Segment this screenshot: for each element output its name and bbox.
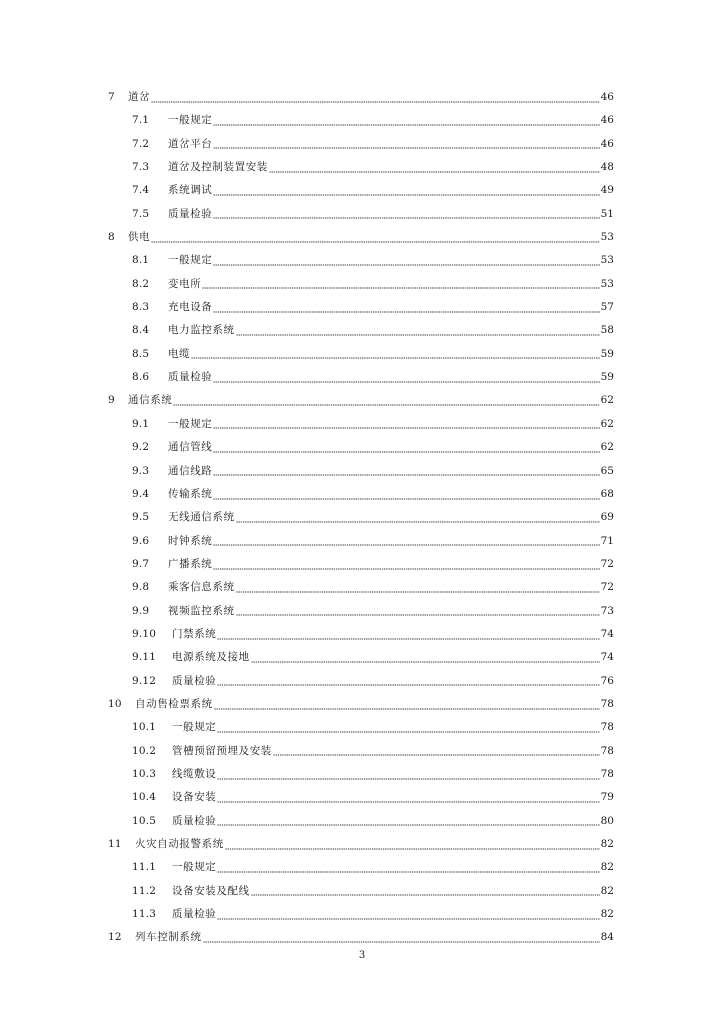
toc-entry-number: 9.4: [132, 487, 150, 500]
toc-section-entry[interactable]: [108, 576, 614, 599]
toc-section-entry[interactable]: [108, 646, 614, 669]
toc-entry-number: 8.1: [132, 254, 150, 267]
toc-entry-title: 设备安装: [172, 791, 217, 804]
toc-dot-leader: [251, 888, 600, 898]
toc-section-entry[interactable]: [108, 109, 614, 132]
toc-entry-page: 46: [600, 91, 614, 103]
toc-entry-page: 59: [600, 371, 614, 384]
toc-entry-title: 系统调试: [168, 184, 213, 197]
toc-entry-number: 10.1: [132, 721, 157, 734]
toc-chapter-entry[interactable]: [108, 86, 614, 109]
toc-entry-page: 78: [600, 721, 614, 734]
toc-entry-page: 62: [600, 441, 614, 454]
toc-dot-leader: [217, 632, 599, 642]
toc-entry-number: 10.4: [132, 791, 157, 804]
toc-entry-number: 8.4: [132, 324, 150, 337]
toc-entry-number: 10: [108, 697, 122, 710]
toc-entry-page: 79: [600, 791, 614, 804]
toc-entry-page: 46: [600, 114, 614, 127]
toc-entry-number: 8.3: [132, 301, 150, 314]
toc-entry-title: 供电: [128, 231, 151, 244]
toc-entry-number: 9.8: [132, 581, 150, 594]
toc-entry-page: 82: [600, 908, 614, 921]
toc-entry-number: 11.3: [132, 908, 157, 921]
toc-section-entry[interactable]: [108, 436, 614, 459]
toc-entry-page: 74: [600, 651, 614, 664]
table-of-contents: [108, 86, 614, 950]
toc-dot-leader: [273, 748, 600, 758]
toc-entry-number: 9.2: [132, 441, 150, 454]
toc-section-entry[interactable]: [108, 856, 614, 879]
toc-dot-leader: [213, 258, 599, 268]
toc-section-entry[interactable]: [108, 296, 614, 319]
toc-entry-title: 通信系统: [128, 394, 173, 407]
toc-entry-number: 9.9: [132, 604, 150, 617]
toc-entry-page: 57: [600, 301, 614, 314]
toc-entry-page: 73: [600, 604, 614, 617]
toc-entry-title: 火灾自动报警系统: [135, 838, 224, 850]
toc-section-entry[interactable]: [108, 810, 614, 833]
toc-section-entry[interactable]: [108, 203, 614, 226]
toc-entry-title: 道岔平台: [168, 137, 213, 150]
toc-entry-page: 82: [600, 884, 614, 897]
toc-dot-leader: [217, 865, 599, 875]
toc-entry-page: 53: [600, 231, 614, 244]
toc-dot-leader: [213, 538, 599, 548]
toc-entry-number: 9.3: [132, 464, 150, 477]
toc-entry-title: 一般规定: [172, 721, 217, 734]
toc-entry-title: 无线通信系统: [168, 511, 235, 524]
toc-entry-title: 质量检验: [168, 207, 213, 220]
toc-entry-title: 门禁系统: [172, 627, 217, 640]
toc-entry-page: 76: [600, 674, 614, 687]
toc-dot-leader: [213, 421, 599, 431]
toc-entry-title: 管槽预留预埋及安装: [172, 744, 272, 757]
toc-section-entry[interactable]: [108, 763, 614, 786]
toc-entry-number: 7.4: [132, 184, 150, 197]
toc-entry-title: 质量检验: [168, 371, 213, 384]
page-number: 3: [358, 950, 366, 961]
toc-dot-leader: [214, 702, 600, 712]
toc-section-entry[interactable]: [108, 506, 614, 529]
toc-dot-leader: [213, 468, 599, 478]
toc-entry-page: 74: [600, 627, 614, 640]
toc-dot-leader: [213, 188, 599, 198]
toc-entry-page: 84: [600, 931, 614, 944]
toc-entry-title: 时钟系统: [168, 534, 213, 547]
toc-dot-leader: [151, 95, 599, 105]
toc-section-entry[interactable]: [108, 740, 614, 763]
toc-entry-page: 59: [600, 347, 614, 360]
toc-entry-page: 78: [600, 767, 614, 780]
toc-dot-leader: [191, 351, 599, 361]
toc-dot-leader: [217, 795, 599, 805]
toc-entry-title: 视频监控系统: [168, 604, 235, 617]
toc-entry-page: 82: [600, 861, 614, 874]
toc-entry-title: 通信管线: [168, 441, 213, 454]
toc-entry-page: 72: [600, 581, 614, 594]
toc-entry-number: 9.5: [132, 511, 150, 524]
toc-dot-leader: [217, 725, 599, 735]
toc-entry-title: 通信线路: [168, 464, 213, 477]
toc-entry-title: 电源系统及接地: [172, 651, 250, 664]
toc-dot-leader: [236, 585, 600, 595]
toc-entry-number: 10.3: [132, 767, 157, 780]
toc-entry-number: 7.2: [132, 137, 150, 150]
toc-entry-number: 9.11: [132, 651, 157, 664]
toc-dot-leader: [213, 211, 599, 221]
toc-entry-number: 8.2: [132, 277, 150, 290]
toc-entry-page: 58: [600, 324, 614, 337]
toc-entry-page: 51: [600, 207, 614, 220]
toc-entry-number: 11.2: [132, 884, 157, 897]
toc-entry-number: 11.1: [132, 861, 157, 874]
toc-dot-leader: [217, 772, 599, 782]
toc-section-entry[interactable]: [108, 786, 614, 809]
toc-entry-title: 一般规定: [168, 417, 213, 430]
toc-entry-title: 乘客信息系统: [168, 581, 235, 594]
toc-entry-title: 质量检验: [172, 674, 217, 687]
toc-dot-leader: [217, 912, 599, 922]
toc-entry-title: 一般规定: [168, 114, 213, 127]
toc-dot-leader: [213, 305, 599, 315]
toc-dot-leader: [213, 118, 599, 128]
toc-chapter-entry[interactable]: [108, 226, 614, 249]
toc-entry-number: 9.10: [132, 627, 157, 640]
toc-dot-leader: [225, 842, 600, 852]
toc-dot-leader: [151, 235, 599, 245]
toc-section-entry[interactable]: [108, 553, 614, 576]
toc-dot-leader: [251, 655, 600, 665]
toc-entry-title: 自动售检票系统: [135, 697, 213, 710]
toc-entry-page: 62: [600, 394, 614, 407]
toc-entry-page: 80: [600, 814, 614, 827]
toc-dot-leader: [236, 515, 600, 525]
toc-dot-leader: [236, 608, 600, 618]
toc-entry-title: 质量检验: [172, 814, 217, 827]
toc-entry-page: 53: [600, 277, 614, 290]
toc-entry-number: 8.6: [132, 371, 150, 384]
toc-dot-leader: [213, 492, 599, 502]
toc-entry-page: 69: [600, 511, 614, 524]
toc-entry-number: 8: [108, 231, 115, 244]
toc-entry-title: 充电设备: [168, 301, 213, 314]
toc-section-entry[interactable]: [108, 273, 614, 296]
toc-section-entry[interactable]: [108, 133, 614, 156]
toc-entry-page: 78: [600, 697, 614, 710]
toc-dot-leader: [202, 281, 599, 291]
toc-entry-page: 65: [600, 464, 614, 477]
toc-entry-number: 9.1: [132, 417, 150, 430]
toc-dot-leader: [213, 562, 599, 572]
toc-section-entry[interactable]: [108, 903, 614, 926]
toc-dot-leader: [213, 375, 599, 385]
toc-section-entry[interactable]: [108, 460, 614, 483]
toc-dot-leader: [213, 445, 599, 455]
toc-entry-number: 7: [108, 91, 115, 103]
toc-section-entry[interactable]: [108, 880, 614, 903]
toc-section-entry[interactable]: [108, 530, 614, 553]
toc-entry-title: 列车控制系统: [135, 931, 202, 944]
toc-entry-page: 48: [600, 161, 614, 174]
toc-entry-page: 71: [600, 534, 614, 547]
toc-entry-page: 82: [600, 838, 614, 850]
toc-entry-title: 道岔及控制装置安装: [168, 161, 268, 174]
toc-section-entry[interactable]: [108, 319, 614, 342]
toc-section-entry[interactable]: [108, 156, 614, 179]
toc-dot-leader: [173, 398, 599, 408]
toc-entry-page: 78: [600, 744, 614, 757]
toc-entry-number: 7.1: [132, 114, 150, 127]
toc-entry-number: 7.3: [132, 161, 150, 174]
toc-section-entry[interactable]: [108, 600, 614, 623]
toc-entry-page: 72: [600, 557, 614, 570]
toc-entry-number: 9.6: [132, 534, 150, 547]
toc-entry-number: 12: [108, 931, 122, 944]
toc-entry-number: 7.5: [132, 207, 150, 220]
toc-entry-page: 46: [600, 137, 614, 150]
toc-entry-title: 线缆敷设: [172, 767, 217, 780]
toc-section-entry[interactable]: [108, 670, 614, 693]
toc-entry-title: 变电所: [168, 277, 202, 290]
toc-chapter-entry[interactable]: [108, 693, 614, 716]
toc-dot-leader: [217, 678, 599, 688]
toc-entry-page: 49: [600, 184, 614, 197]
toc-dot-leader: [213, 141, 599, 151]
toc-entry-title: 电缆: [168, 347, 191, 360]
toc-section-entry[interactable]: [108, 179, 614, 202]
toc-entry-number: 9.7: [132, 557, 150, 570]
toc-section-entry[interactable]: [108, 366, 614, 389]
toc-section-entry[interactable]: [108, 413, 614, 436]
toc-entry-title: 传输系统: [168, 487, 213, 500]
toc-entry-number: 10.5: [132, 814, 157, 827]
toc-dot-leader: [236, 328, 600, 338]
toc-entry-title: 道岔: [128, 91, 151, 103]
toc-dot-leader: [269, 165, 600, 175]
toc-entry-title: 一般规定: [172, 861, 217, 874]
toc-entry-page: 53: [600, 254, 614, 267]
toc-section-entry[interactable]: [108, 716, 614, 739]
toc-entry-page: 62: [600, 417, 614, 430]
toc-section-entry[interactable]: [108, 249, 614, 272]
toc-entry-title: 质量检验: [172, 908, 217, 921]
toc-entry-title: 一般规定: [168, 254, 213, 267]
toc-entry-number: 8.5: [132, 347, 150, 360]
toc-entry-number: 9.12: [132, 674, 157, 687]
toc-entry-page: 68: [600, 487, 614, 500]
toc-chapter-entry[interactable]: [108, 389, 614, 412]
toc-section-entry[interactable]: [108, 623, 614, 646]
toc-dot-leader: [217, 818, 599, 828]
toc-entry-title: 设备安装及配线: [172, 884, 250, 897]
toc-section-entry[interactable]: [108, 483, 614, 506]
toc-entry-title: 广播系统: [168, 557, 213, 570]
toc-chapter-entry[interactable]: [108, 926, 614, 949]
toc-section-entry[interactable]: [108, 343, 614, 366]
toc-entry-number: 9: [108, 394, 115, 407]
toc-entry-number: 10.2: [132, 744, 157, 757]
toc-dot-leader: [203, 935, 600, 945]
toc-entry-number: 11: [108, 838, 122, 850]
toc-entry-title: 电力监控系统: [168, 324, 235, 337]
toc-chapter-entry[interactable]: [108, 833, 614, 856]
